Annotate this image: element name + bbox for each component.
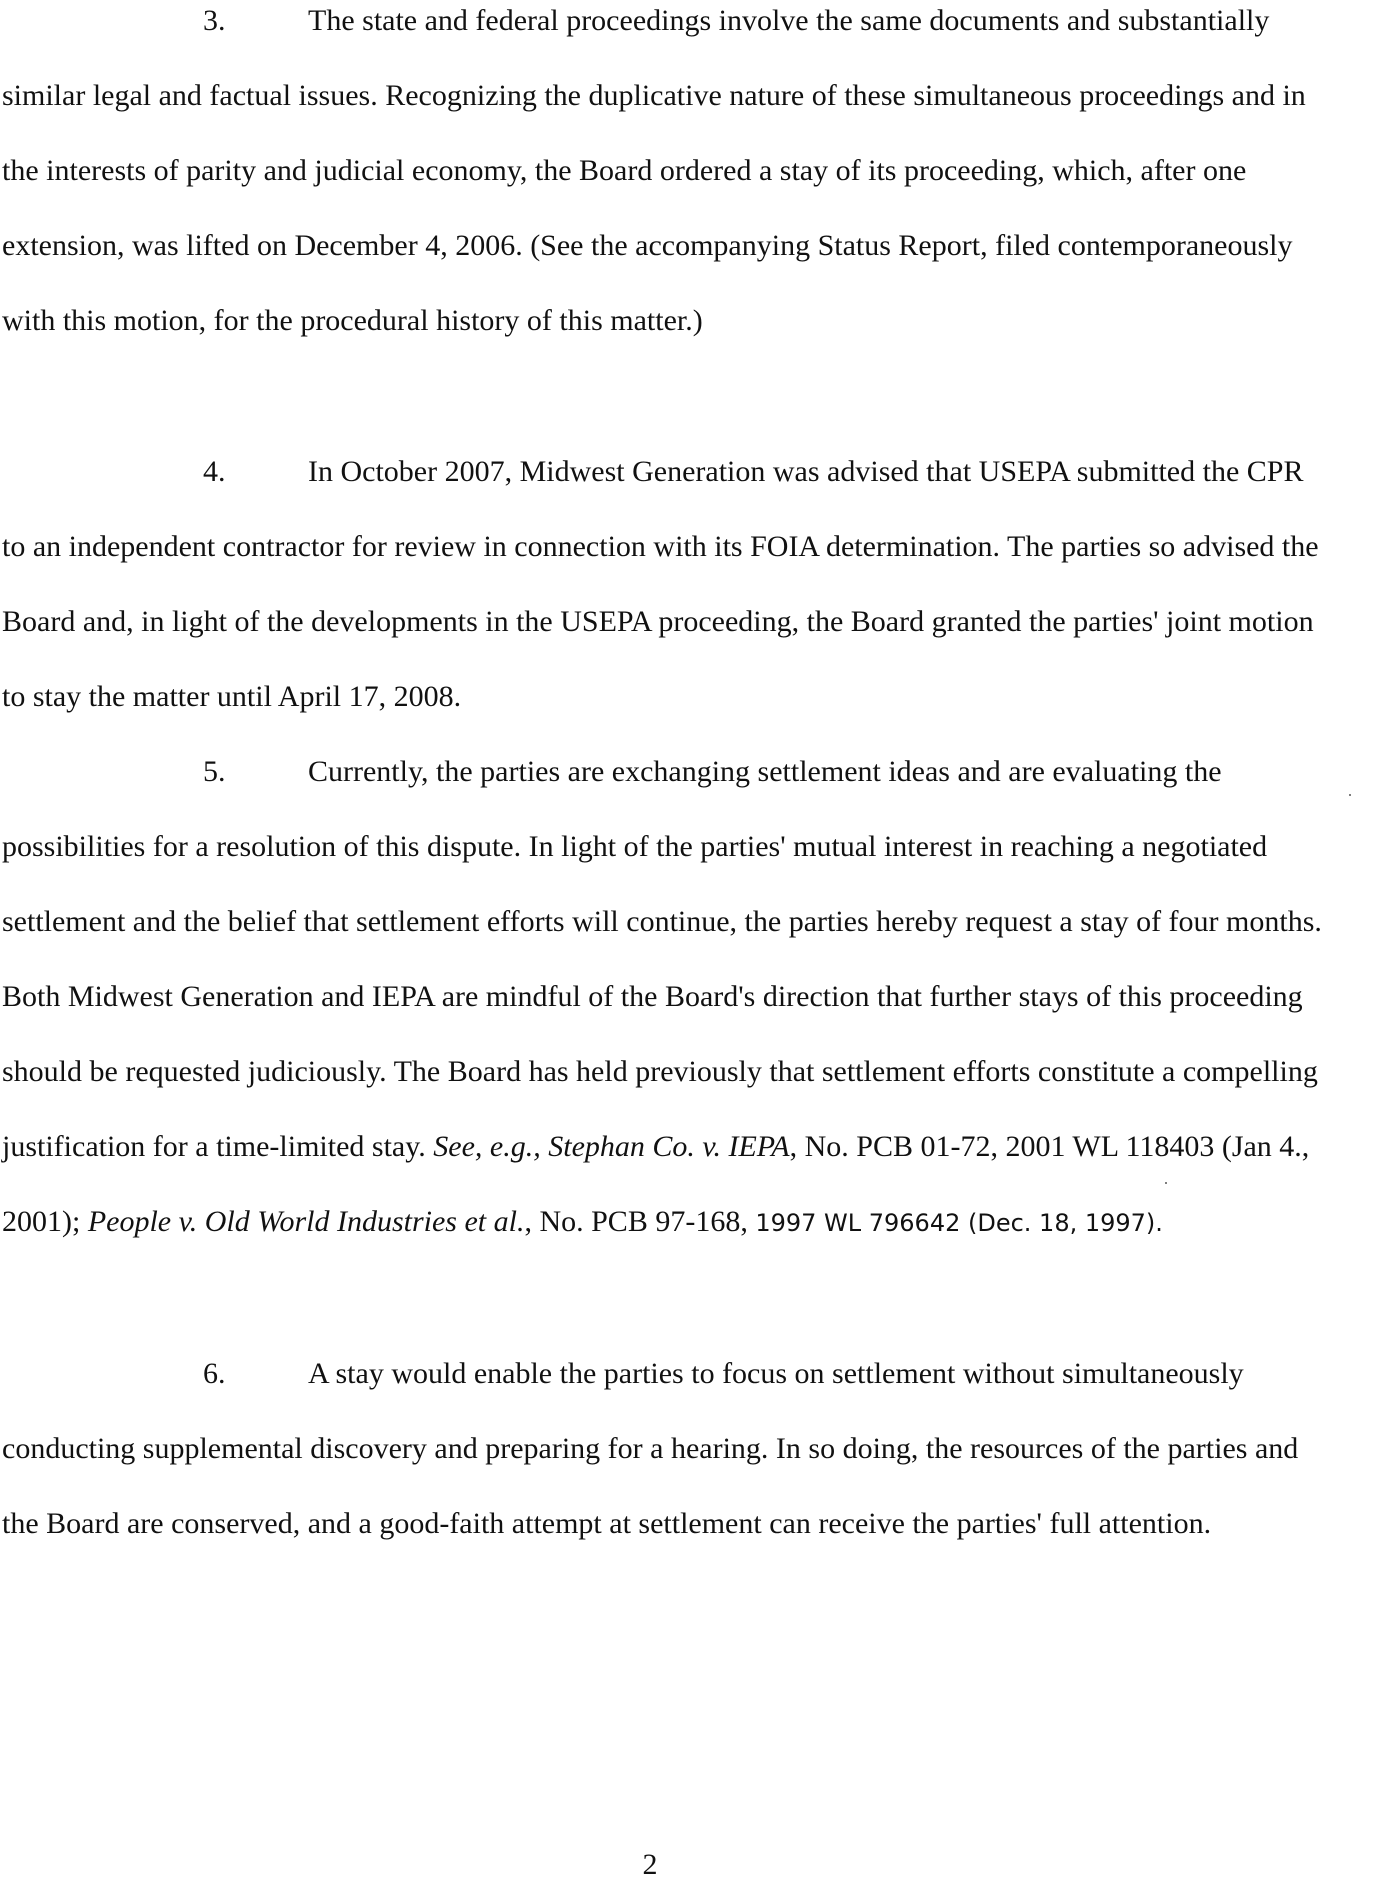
- paragraph-5: [2, 734, 1322, 1261]
- paragraph-text: The state and federal proceedings involve the same documents and substantially similar legal and factual issues. Recognizing the duplicative nature of these simultaneous proceedings and in the interests of parity and judicial economy, the Board ordered a stay of its proceeding, which, after one extension, was lifted on December 4, 2006. (See the accompanying Status Report, filed contemporaneously with this motion, for the procedural history of this matter.): [2, 4, 1306, 337]
- paragraph-number: 4.: [203, 455, 226, 488]
- paragraph-text: Currently, the parties are exchanging settlement ideas and are evaluating the possibilities for a resolution of this dispute. In light of the parties' mutual interest in reaching a negotiated settlement and the belief that settlement efforts will continue, the parties hereby request a stay of four months. Both Midwest Generation and IEPA are mindful of the Board's direction that further stays of this proceeding should be requested judiciously. The Board has held previously that settlement efforts constitute a compelling justification for a time-limited stay.: [2, 755, 1322, 1163]
- case-name-stephan: Stephan Co. v. IEPA: [548, 1130, 790, 1163]
- scan-speck: [1349, 794, 1351, 796]
- paragraph-number: 5.: [203, 755, 226, 788]
- paragraph-3: [2, 0, 1322, 358]
- page-number: 2: [642, 1848, 658, 1881]
- paragraph-number: 6.: [203, 1357, 226, 1390]
- case-name-people-part2: Old World Industries et al.: [204, 1205, 525, 1238]
- citation-signal: See, e.g.,: [433, 1130, 541, 1163]
- paragraph-4: [2, 434, 1322, 734]
- case-cite-stephan: , No. PCB 01-72, 2001 WL 118403 (Jan 4., 2001);: [2, 1130, 1310, 1238]
- paragraph-text: A stay would enable the parties to focus on settlement without simultaneously conducting supplemental discovery and preparing for a hearing. In so doing, the resources of the parties and the Board are conserved, and a good-faith attempt at settlement can receive the parties' full attention.: [2, 1357, 1299, 1540]
- paragraph-text: In October 2007, Midwest Generation was advised that USEPA submitted the CPR to an independent contractor for review in connection with its FOIA determination. The parties so advised the Board and, in light of the developments in the USEPA proceeding, the Board granted the parties' joint motion to stay the matter until April 17, 2008.: [2, 455, 1319, 713]
- case-name-people-part1: People v.: [87, 1205, 198, 1238]
- case-cite-people-reporter: 1997 WL 796642 (Dec. 18, 1997).: [755, 1209, 1163, 1237]
- paragraph-number: 3.: [203, 4, 226, 37]
- case-cite-people: , No. PCB 97-168,: [524, 1205, 748, 1238]
- paragraph-6: [2, 1336, 1322, 1561]
- scan-speck: [1165, 1182, 1167, 1184]
